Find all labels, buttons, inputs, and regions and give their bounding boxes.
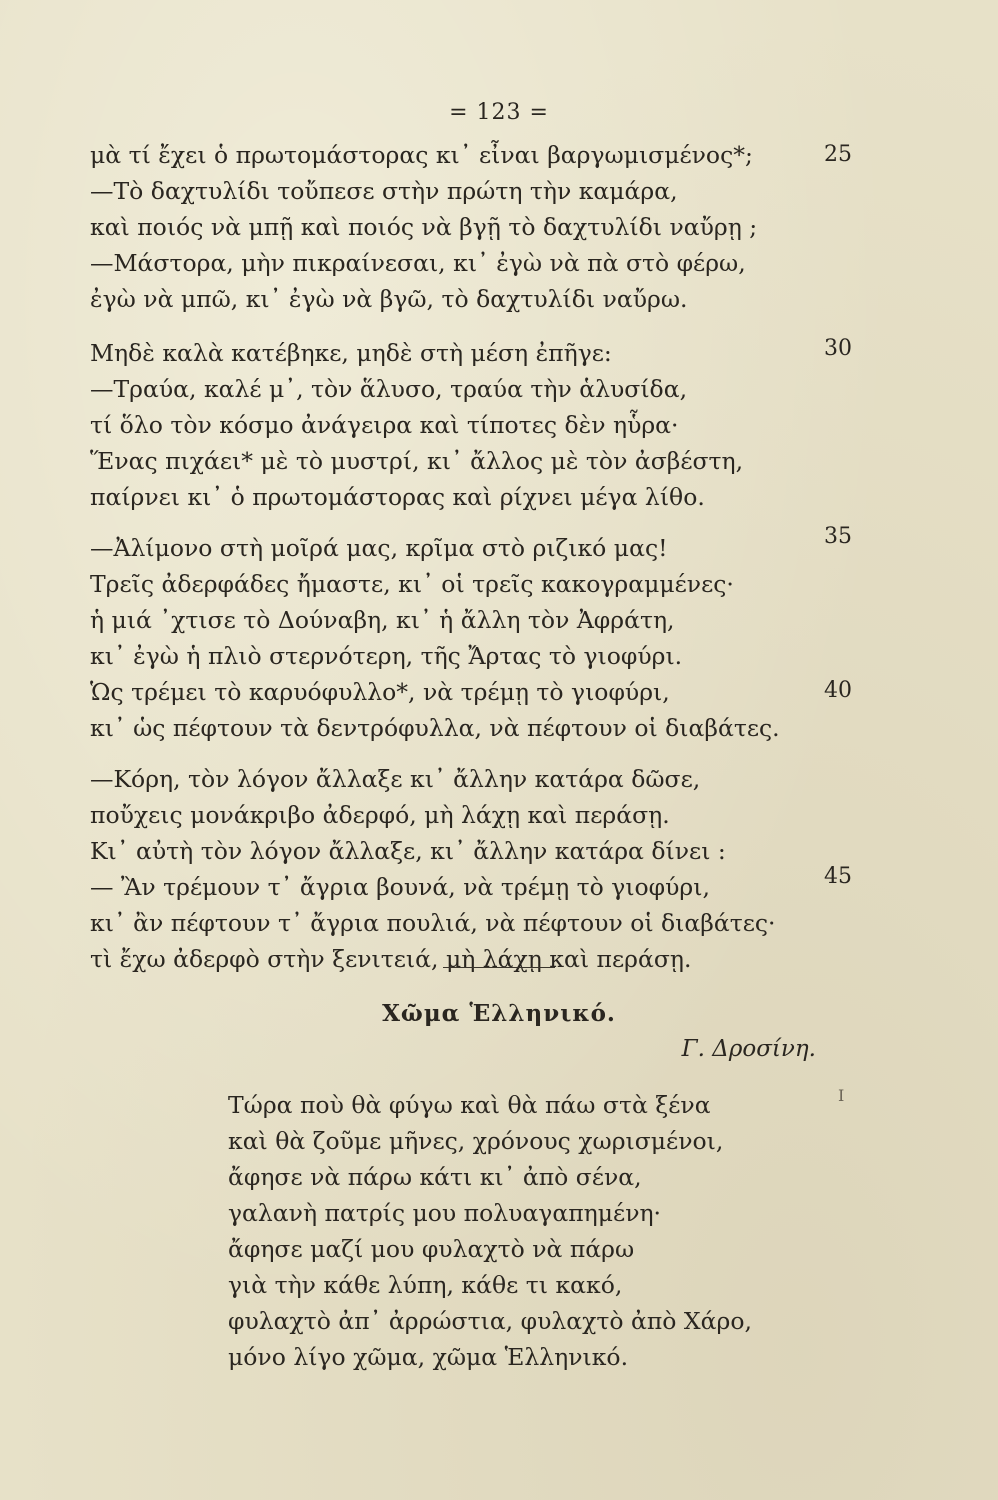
poem-line: φυλαχτὸ ἀπ᾿ ἀρρώστια, φυλαχτὸ ἀπὸ Χάρο,	[228, 1307, 752, 1335]
verse-line: κι᾿ ἐγὼ ἡ πλιὸ στερνότερη, τῆς Ἄρτας τὸ γιοφύρι.	[90, 642, 683, 670]
verse-line: Ἕνας πιχάει* μὲ τὸ μυστρί, κι᾿ ἄλλος μὲ τὸν ἀσβέστη,	[90, 447, 744, 475]
poem-line: Τώρα ποὺ θὰ φύγω καὶ θὰ πάω στὰ ξένα	[228, 1091, 711, 1119]
verse-line: καὶ ποιός νὰ μπῇ καὶ ποιός νὰ βγῇ τὸ δαχτυλίδι ναὔρῃ ;	[90, 213, 758, 241]
verse-line: Κι᾿ αὐτὴ τὸν λόγον ἄλλαξε, κι᾿ ἄλλην κατάρα δίνει :	[90, 837, 726, 865]
poem-line: ἄφησε μαζί μου φυλαχτὸ νὰ πάρω	[228, 1235, 635, 1263]
page-number: = 123 =	[449, 100, 549, 125]
verse-line: μὰ τί ἔχει ὁ πρωτομάστορας κι᾿ εἶναι βαργωμισμένος*;	[90, 141, 753, 169]
line-number: 40	[824, 678, 852, 703]
margin-mark: Ι	[838, 1086, 845, 1105]
poem-line: καὶ θὰ ζοῦμε μῆνες, χρόνους χωρισμένοι,	[228, 1127, 724, 1155]
verse-line: τί ὅλο τὸν κόσμο ἀνάγειρα καὶ τίποτες δὲν ηὗρα·	[90, 411, 679, 439]
poem-line: ἄφησε νὰ πάρω κάτι κι᾿ ἀπὸ σένα,	[228, 1163, 642, 1191]
line-number: 25	[824, 142, 852, 167]
verse-line: Ὡς τρέμει τὸ καρυόφυλλο*, νὰ τρέμῃ τὸ γιοφύρι,	[90, 678, 670, 706]
verse-line: παίρνει κι᾿ ὁ πρωτομάστορας καὶ ρίχνει μέγα λίθο.	[90, 483, 705, 511]
line-number: 30	[824, 336, 852, 361]
verse-line: κι᾿ ἂν πέφτουν τ᾿ ἄγρια πουλιά, νὰ πέφτουν οἱ διαβάτες·	[90, 909, 776, 937]
verse-line: — Ἂν τρέμουν τ᾿ ἄγρια βουνά, νὰ τρέμῃ τὸ γιοφύρι,	[90, 873, 710, 901]
poem-line: μόνο λίγο χῶμα, χῶμα Ἑλληνικό.	[228, 1343, 629, 1371]
verse-line: Μηδὲ καλὰ κατέβηκε, μηδὲ στὴ μέση ἐπῆγε:	[90, 339, 612, 367]
poem-title: Χῶμα Ἑλληνικό.	[382, 1000, 616, 1027]
line-number: 35	[824, 524, 852, 549]
verse-line: ποὔχεις μονάκριβο ἀδερφό, μὴ λάχῃ καὶ περάσῃ.	[90, 801, 670, 829]
verse-line: —Ἀλίμονο στὴ μοῖρά μας, κρῖμα στὸ ριζικό μας!	[90, 534, 668, 562]
line-number: 45	[824, 864, 852, 889]
verse-line: κι᾿ ὡς πέφτουν τὰ δεντρόφυλλα, νὰ πέφτουν οἱ διαβάτες.	[90, 714, 780, 742]
verse-line: —Μάστορα, μὴν πικραίνεσαι, κι᾿ ἐγὼ νὰ πὰ στὸ φέρω,	[90, 249, 746, 277]
verse-line: ἐγὼ νὰ μπῶ, κι᾿ ἐγὼ νὰ βγῶ, τὸ δαχτυλίδι ναὔρω.	[90, 285, 688, 313]
poem-line: γιὰ τὴν κάθε λύπη, κάθε τι κακό,	[228, 1271, 623, 1299]
verse-line: Τρεῖς ἀδερφάδες ἤμαστε, κι᾿ οἱ τρεῖς κακογραμμένες·	[90, 570, 734, 598]
verse-line: ἡ μιά ᾿χτισε τὸ Δούναβη, κι᾿ ἡ ἄλλη τὸν Ἀφράτη,	[90, 606, 675, 634]
section-divider	[443, 967, 555, 968]
poem-author: Γ. Δροσίνη.	[681, 1036, 816, 1062]
poem-line: γαλανὴ πατρίς μου πολυαγαπημένη·	[228, 1199, 662, 1227]
verse-line: —Τὸ δαχτυλίδι τοὔπεσε στὴν πρώτη τὴν καμάρα,	[90, 177, 678, 205]
verse-line: —Κόρη, τὸν λόγον ἄλλαξε κι᾿ ἄλλην κατάρα δῶσε,	[90, 765, 701, 793]
verse-line: τὶ ἔχω ἀδερφὸ στὴν ξενιτειά, μὴ λάχῃ καὶ περάσῃ.	[90, 945, 692, 973]
verse-line: —Τραύα, καλέ μ᾿, τὸν ἅλυσο, τραύα τὴν ἁλυσίδα,	[90, 375, 688, 403]
